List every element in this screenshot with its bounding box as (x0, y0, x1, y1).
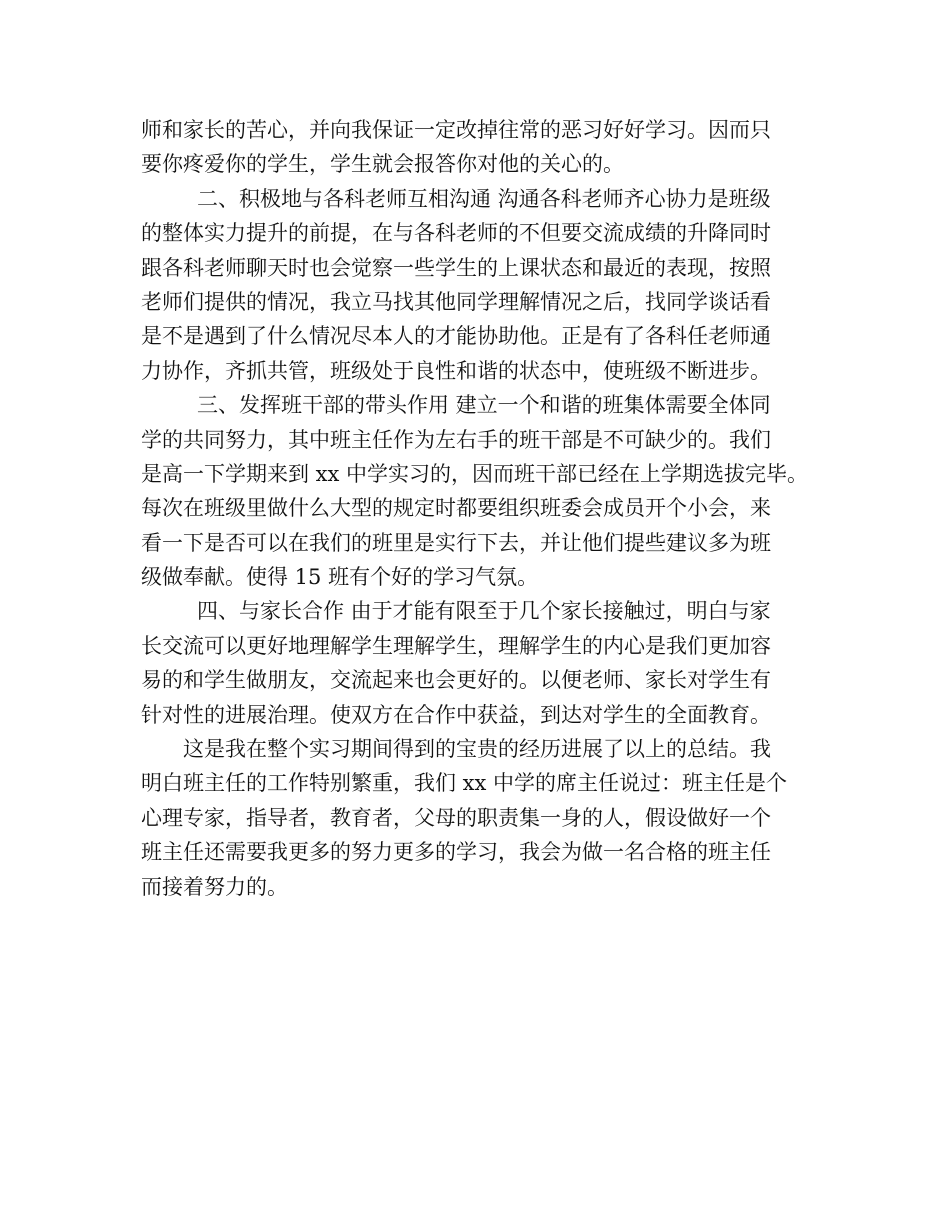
text-line: 心理专家，指导者，教育者，父母的职责集一身的人，假设做好一个 (141, 805, 771, 830)
text-line: 的整体实力提升的前提，在与各科老师的不但要交流成绩的升降同时 (141, 221, 771, 246)
text-line: 级做奉献。使得 15 班有个好的学习气氛。 (141, 565, 539, 590)
text-line: 针对性的进展治理。使双方在合作中获益，到达对学生的全面教育。 (141, 702, 771, 727)
text-line: 班主任还需要我更多的努力更多的学习，我会为做一名合格的班主任 (141, 840, 771, 865)
text-line: 易的和学生做朋友，交流起来也会更好的。以便老师、家长对学生有 (141, 668, 771, 693)
text-line: 是不是遇到了什么情况尽本人的才能协助他。正是有了各科任老师通 (141, 324, 771, 349)
text-line: 而接着努力的。 (141, 874, 288, 899)
text-line: 跟各科老师聊天时也会觉察一些学生的上课状态和最近的表现，按照 (141, 255, 771, 280)
text-line: 师和家长的苦心，并向我保证一定改掉往常的恶习好好学习。因而只 (141, 118, 771, 142)
text-line: 每次在班级里做什么大型的规定时都要组织班委会成员开个小会，来 (141, 496, 771, 521)
body-text (141, 113, 821, 904)
paragraph-start-line: 这是我在整个实习期间得到的宝贵的经历进展了以上的总结。我 (183, 737, 771, 762)
text-line: 明白班主任的工作特别繁重，我们 xx 中学的席主任说过：班主任是个 (141, 771, 788, 796)
section-heading-line: 三、发挥班干部的带头作用 建立一个和谐的班集体需要全体同 (197, 393, 771, 418)
text-line: 长交流可以更好地理解学生理解学生，理解学生的内心是我们更加容 (141, 633, 771, 658)
section-heading-line: 四、与家长合作 由于才能有限至于几个家长接触过，明白与家 (197, 599, 771, 624)
text-line: 看一下是否可以在我们的班里是实行下去，并让他们提些建议多为班 (141, 530, 771, 555)
text-line: 学的共同努力，其中班主任作为左右手的班干部是不可缺少的。我们 (141, 427, 771, 452)
text-line: 是高一下学期来到 xx 中学实习的，因而班干部已经在上学期选拔完毕。 (141, 461, 809, 486)
section-heading-line: 二、积极地与各科老师互相沟通 沟通各科老师齐心协力是班级 (197, 186, 771, 211)
text-line: 老师们提供的情况，我立马找其他同学理解情况之后，找同学谈话看 (141, 289, 771, 314)
text-line: 力协作，齐抓共管，班级处于良性和谐的状态中，使班级不断进步。 (141, 358, 771, 383)
text-line: 要你疼爱你的学生，学生就会报答你对他的关心的。 (141, 152, 624, 177)
